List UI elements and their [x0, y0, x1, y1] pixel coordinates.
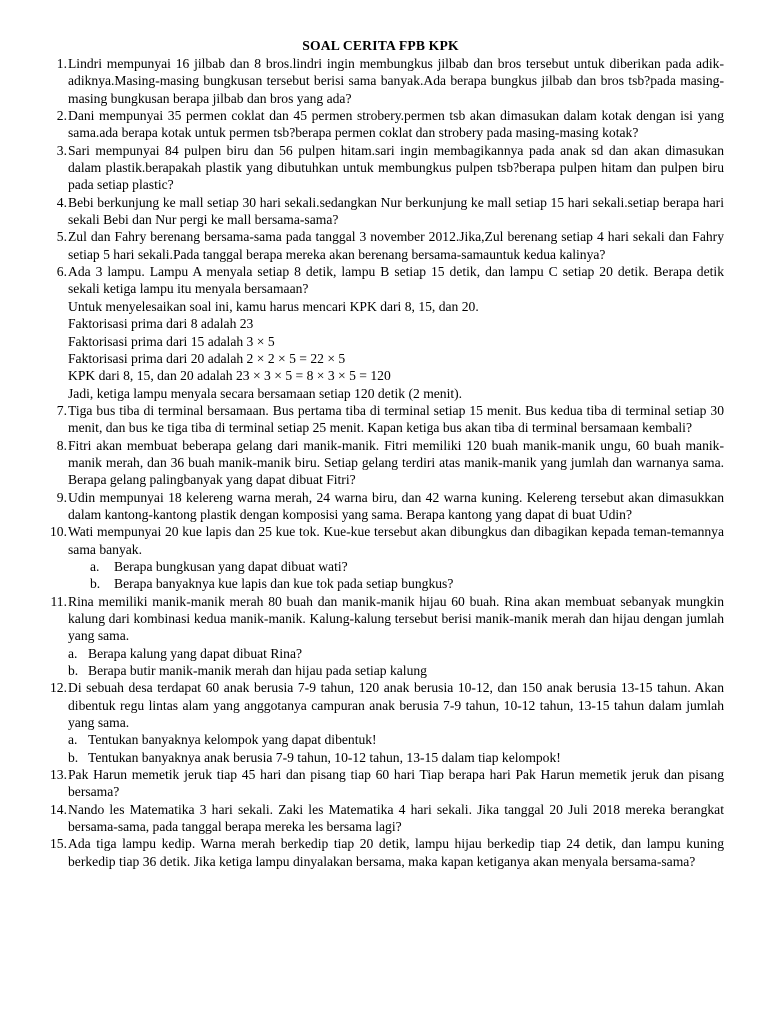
sub-question-text: Berapa banyaknya kue lapis dan kue tok pada setiap bungkus? [114, 576, 454, 592]
question-text: Di sebuah desa terdapat 60 anak berusia 7-9 tahun, 120 anak berusia 10-12, dan 150 anak berusia 13-15 tahun. Akan dibentuk regu lintas alam yang anggotanya campuran anak berusia 7-9 tahun, 10-12 tahun, 13-15 tahun dalam jumlah yang sama. [68, 680, 724, 731]
list-item [37, 437, 724, 489]
solution-line: Faktorisasi prima dari 20 adalah 2 × 2 × 5 = 22 × 5 [68, 350, 346, 366]
question-number: 8. [56, 437, 67, 453]
question-text: Pak Harun memetik jeruk tiap 45 hari dan pisang tiap 60 hari Tiap berapa hari Pak Harun memetik jeruk dan pisang bersama? [68, 767, 724, 800]
question-text: Wati mempunyai 20 kue lapis dan 25 kue tok. Kue-kue tersebut akan dibungkus dan dibagikan kepada teman-temannya sama banyak. [68, 524, 724, 557]
question-number: 7. [56, 402, 67, 418]
sub-question [68, 558, 724, 575]
question-text: Tiga bus tiba di terminal bersamaan. Bus pertama tiba di terminal setiap 15 menit. Bus kedua tiba di terminal setiap 30 menit, dan bus ke tiga tiba di terminal setiap 25 menit. Kapan ketiga bus akan tiba di terminal bersamaan kembali? [68, 402, 724, 436]
list-item [37, 679, 724, 766]
question-text: Lindri mempunyai 16 jilbab dan 8 bros.lindri ingin membungkus jilbab dan bros tersebut untuk diberikan pada adik-adiknya.Masing-masing bungkusan tersebut berisi sama banyak.Ada berapa bungkus jilbab dan bros tsb?pada masing-masing bungkusan berapa jilbab dan bros yang ada? [68, 56, 724, 106]
sub-question-text: Berapa bungkusan yang dapat dibuat wati? [114, 558, 348, 574]
question-number: 3. [56, 142, 67, 158]
question-number: 9. [56, 489, 67, 505]
question-number: 10. [50, 524, 67, 540]
sub-question-text: Tentukan banyaknya anak berusia 7-9 tahun, 10-12 tahun, 13-15 dalam tiap kelompok! [88, 749, 561, 765]
question-number: 12. [50, 680, 67, 696]
sub-question-label: a. [68, 732, 78, 748]
sub-question-text: Tentukan banyaknya kelompok yang dapat dibentuk! [88, 732, 377, 748]
question-text: Dani mempunyai 35 permen coklat dan 45 permen strobery.permen tsb akan dimasukan dalam kotak dengan isi yang sama.ada berapa kotak untuk permen tsb?berapa permen coklat dan strobery pada masing-masing kotak? [68, 108, 724, 141]
list-item [37, 194, 724, 229]
list-item [37, 142, 724, 194]
question-text: Bebi berkunjung ke mall setiap 30 hari sekali.sedangkan Nur berkunjung ke mall setiap 15 hari sekali.setiap berapa hari sekali Bebi dan Nur pergi ke mall bersama-sama? [68, 194, 724, 228]
question-text: Fitri akan membuat beberapa gelang dari manik-manik. Fitri memiliki 120 buah manik-manik ungu, 60 buah manik-manik merah, dan 36 buah manik-manik biru. Setiap gelang terdiri atas manik-manik yang jumlah dan warnanya sama. Berapa gelang palingbanyak yang dapat dibuat Fitri? [68, 437, 724, 488]
question-text: Rina memiliki manik-manik merah 80 buah dan manik-manik hijau 60 buah. Rina akan membuat sebanyak mungkin kalung dari kombinasi kedua manik-manik. Kalung-kalung tersebut berisi manik-manik merah dan hijau dengan jumlah yang sama. [68, 593, 724, 644]
question-text: Ada 3 lampu. Lampu A menyala setiap 8 detik, lampu B setiap 15 detik, dan lampu C setiap 20 detik. Berapa detik sekali ketiga lampu itu menyala bersamaan? [68, 264, 724, 297]
question-number: 1. [56, 56, 67, 71]
question-number: 13. [50, 767, 67, 783]
question-number: 14. [50, 801, 67, 817]
list-item [37, 228, 724, 263]
list-item [37, 263, 724, 402]
question-text: Nando les Matematika 3 hari sekali. Zaki les Matematika 4 hari sekali. Jika tanggal 20 Juli 2018 mereka berangkat bersama-sama, pada tanggal berapa mereka les bersama lagi? [68, 801, 724, 835]
question-list [37, 55, 724, 870]
list-item [37, 766, 724, 801]
question-text: Udin mempunyai 18 kelereng warna merah, 24 warna biru, dan 42 warna kuning. Kelereng tersebut akan dimasukkan dalam kantong-kantong plastik dengan komposisi yang sama. Berapa kantong yang dapat di buat Udin? [68, 489, 724, 522]
sub-question [68, 662, 724, 679]
question-text: Sari mempunyai 84 pulpen biru dan 56 pulpen hitam.sari ingin membagikannya pada anak sd dan akan dimasukan dalam plastik.berapakah plastik yang dibutuhkan untuk membungkus pulpen tsb?berapa pulpen hitam dan pulpen biru pada setiap plastic? [68, 142, 724, 193]
list-item [37, 523, 724, 592]
question-number: 2. [56, 108, 67, 124]
list-item [37, 801, 724, 836]
question-text: Ada tiga lampu kedip. Warna merah berkedip tiap 20 detik, lampu hijau berkedip tiap 24 detik, dan lampu kuning berkedip tiap 36 detik. Jika ketiga lampu dinyalakan bersama, maka kapan ketiganya akan menyala bersama-sama? [68, 836, 724, 869]
sub-question [68, 731, 724, 748]
sub-question-label: b. [68, 749, 79, 765]
sub-question-text: Berapa butir manik-manik merah dan hijau pada setiap kalung [88, 663, 427, 679]
solution-line: Untuk menyelesaikan soal ini, kamu harus mencari KPK dari 8, 15, dan 20. [68, 298, 479, 314]
question-number: 6. [56, 264, 67, 280]
list-item [37, 593, 724, 680]
solution-line: Jadi, ketiga lampu menyala secara bersamaan setiap 120 detik (2 menit). [68, 385, 463, 401]
sub-question-label: b. [68, 663, 79, 679]
list-item [37, 55, 724, 107]
question-number: 4. [56, 194, 67, 210]
list-item [37, 402, 724, 437]
solution-line: KPK dari 8, 15, dan 20 adalah 23 × 3 × 5 = 8 × 3 × 5 = 120 [68, 368, 391, 384]
sub-question-label: a. [68, 645, 78, 661]
question-number: 5. [56, 229, 67, 245]
solution-line: Faktorisasi prima dari 8 adalah 23 [68, 316, 254, 332]
sub-question-label: b. [90, 576, 101, 592]
sub-question-text: Berapa kalung yang dapat dibuat Rina? [88, 645, 303, 661]
list-item [37, 489, 724, 524]
solution-line: Faktorisasi prima dari 15 adalah 3 × 5 [68, 333, 275, 349]
page-title: SOAL CERITA FPB KPK [302, 38, 459, 53]
sub-question [68, 645, 724, 662]
list-item [37, 835, 724, 870]
list-item [37, 107, 724, 142]
sub-question-label: a. [90, 558, 100, 574]
sub-question [68, 575, 724, 592]
question-text: Zul dan Fahry berenang bersama-sama pada tanggal 3 november 2012.Jika,Zul berenang setiap 4 hari sekali dan Fahry setiap 5 hari sekali.Pada tanggal berapa mereka akan berenang bersama-samauntuk kedua kalinya? [68, 229, 724, 262]
question-number: 11. [50, 593, 67, 609]
sub-question [68, 749, 724, 766]
question-number: 15. [50, 836, 67, 852]
